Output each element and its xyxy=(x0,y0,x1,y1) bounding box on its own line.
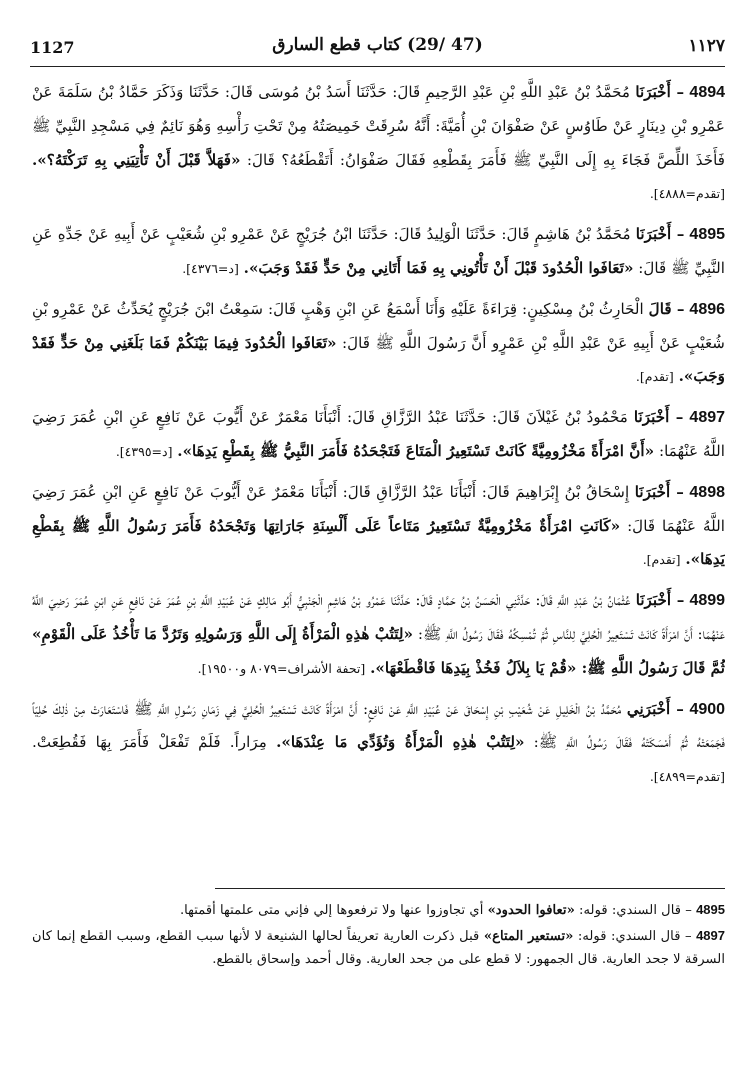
hadith-matn: «تَعَافَوا الْحُدُودَ قَبْلَ أَنْ تَأْتُونِي بِهِ فَمَا أَتَانِي مِنْ حَدٍّ فَقَدْ وَجَبَ». xyxy=(243,258,634,277)
hadith-number: 4900 xyxy=(689,700,725,718)
hadith-isnad: إِسْحَاقُ بْنُ إِبْرَاهِيمَ قَالَ: أَنْبَأَنَا عَبْدُ الرَّزَّاقِ قَالَ: أَنْبَأَنَا مَعْمَرٌ عَنْ أَيُّوبَ عَنْ نَافِعٍ عَنِ ابْنِ عُمَرَ رَضِيَ اللَّهُ عَنْهُمَا قَالَ: xyxy=(32,482,725,535)
hadith-4900 xyxy=(32,693,725,794)
hadith-matn: «أَنَّ امْرَأَةً مَخْزُومِيَّةً كَانَتْ تَسْتَعِيرُ الْمَتَاعَ فَتَجْحَدُهُ فَأَمَرَ النَّبِيُّ ﷺ بِقَطْعِ يَدِهَا». xyxy=(177,441,655,460)
footnote-rule xyxy=(215,888,725,889)
page-header xyxy=(30,34,725,60)
footnote-quote: «تستعير المتاع» xyxy=(483,929,574,944)
hadith-reference: [تقدم]. xyxy=(642,552,681,568)
hadith-4894 xyxy=(32,76,725,211)
hadith-isnad: الْحَارِثُ بْنُ مِسْكِينٍ: قِرَاءَةً عَلَيْهِ وَأَنَا أَسْمَعُ عَنِ ابْنِ وَهْبٍ قَالَ: سَمِعْتُ ابْنَ جُرَيْجٍ يُحَدِّثُ عَنْ عَمْرِو بْنِ شُعَيْبٍ عَنْ أَبِيهِ عَنْ عَبْدِ اللَّهِ بْنِ عَمْرٍو أَنَّ رَسُولَ اللَّهِ ﷺ قَالَ: xyxy=(32,299,725,352)
footnote-4897 xyxy=(32,924,725,971)
hadith-reference: [د=٤٣٩٥]. xyxy=(115,443,173,459)
hadith-matn: «لِتَتُبْ هٰذِهِ الْمَرْأَةُ وَتُؤَدِّي مَا عِنْدَهَا». xyxy=(276,733,525,752)
hadith-lead: – أَخْبَرَنَا xyxy=(634,482,684,501)
hadith-matn: «لِتَتُبْ هٰذِهِ الْمَرْأَةُ إِلَى اللَّهِ وَرَسُولِهِ وَتَرُدَّ مَا تَأْخُذُ عَلَى الْقَوْمِ» ثُمَّ قَالَ رَسُولُ اللَّهِ ﷺ: «قُمْ يَا بِلاَلُ فَخُذْ بِيَدِهَا فَاقْطَعْهَا». xyxy=(32,624,725,677)
hadith-matn: «كَانَتِ امْرَأَةٌ مَخْزُومِيَّةٌ تَسْتَعِيرُ مَتَاعاً عَلَى أَلْسِنَةِ جَارَاتِهَا وَتَجْحَدُهُ فَأَمَرَ رَسُولُ اللَّهِ ﷺ بِقَطْعِ يَدِهَا». xyxy=(32,516,725,569)
footnote-4895 xyxy=(32,898,725,922)
hadith-number: 4896 xyxy=(689,300,725,318)
hadith-number: 4894 xyxy=(689,84,725,101)
hadith-reference: [د=٤٣٧٦]. xyxy=(182,260,239,276)
hadith-lead: – قَالَ xyxy=(648,299,685,318)
hadith-number: 4899 xyxy=(689,592,725,610)
hadith-reference: [تقدم]. xyxy=(635,369,674,385)
hadith-isnad: مُحَمَّدُ بْنُ عَبْدِ اللَّهِ بْنِ عَبْدِ الرَّحِيمِ قَالَ: حَدَّثَنَا أَسَدُ بْنُ مُوسَى قَالَ: حَدَّثَنَا وَذَكَرَ حَمَّادُ بْنُ سَلَمَةَ عَنْ عَمْرِو بْنِ دِينَارٍ عَنْ طَاوُسٍ عَنْ صَفْوَانَ بْنِ أُمَيَّةَ: أَنَّهُ سُرِقَتْ خَمِيصَتُهُ مِنْ تَحْتِ رَأْسِهِ وَهُوَ نَائِمٌ فِي مَسْجِدِ النَّبِيِّ ﷺ فَأَخَذَ اللِّصَّ فَجَاءَ بِهِ إِلَى النَّبِيِّ ﷺ فَأَمَرَ بِقَطْعِهِ فَقَالَ صَفْوَانُ: أَتَقْطَعُهُ؟ قَالَ: xyxy=(32,83,725,169)
hadith-4895 xyxy=(32,218,725,286)
hadith-reference: [تقدم=٤٨٨٨]. xyxy=(649,186,725,202)
hadith-matn: «تَعَافَوا الْحُدُودَ فِيمَا بَيْنَكُمْ فَمَا بَلَغَنِي مِنْ حَدٍّ فَقَدْ وَجَبَ». xyxy=(32,333,725,386)
hadith-number: 4897 xyxy=(689,409,725,427)
page-number-latin: 1127 xyxy=(30,38,75,57)
hadith-4897 xyxy=(32,401,725,469)
page-number-arabic: ١١٢٧ xyxy=(688,36,725,56)
footnote-lead: – قال السندي: قوله: xyxy=(579,903,692,918)
hadith-lead: – أَخْبَرَنَا xyxy=(635,83,685,101)
footnotes xyxy=(32,898,725,973)
footnote-number: 4895 xyxy=(696,902,725,917)
footnote-quote: «تعافوا الحدود» xyxy=(487,903,575,918)
hadith-matn: «فَهَلاَّ قَبْلَ أَنْ تَأْتِيَنِي بِهِ تَرَكْتَهُ؟». xyxy=(32,150,241,169)
footnote-number: 4897 xyxy=(696,928,725,943)
running-title: (47 /29) كتاب قطع السارق xyxy=(272,35,483,55)
hadith-4898 xyxy=(32,476,725,577)
hadith-body xyxy=(32,76,725,866)
hadith-isnad: مَحْمُودُ بْنُ غَيْلاَنَ قَالَ: حَدَّثَنَا عَبْدُ الرَّزَّاقِ قَالَ: أَنْبَأَنَا مَعْمَرٌ عَنْ أَيُّوبَ عَنْ نَافِعٍ عَنِ ابْنِ عُمَرَ رَضِيَ اللَّهُ عَنْهُمَا: xyxy=(32,408,725,460)
hadith-4896 xyxy=(32,293,725,394)
hadith-reference: [تحفة الأشراف=٨٠٧٩ و١٩٥٠٠]. xyxy=(197,660,366,676)
hadith-isnad: مُحَمَّدُ بْنُ الْخَلِيلِ عَنْ شُعَيْبِ بْنِ إِسْحَاقَ عَنْ عُبَيْدِ اللَّهِ عَنْ نَافِعٍ: أَنَّ امْرَأَةً كَانَتْ تَسْتَعِيرُ الْحُلِيَّ فِي زَمَانِ رَسُولِ اللَّهِ ﷺ فَاسْتَعَارَتْ مِنْ ذٰلِكَ حُلِيّاً فَجَمَعَتْهُ ثُمَّ أَمْسَكَتْهُ فَقَالَ رَسُولُ اللَّهِ ﷺ: xyxy=(32,699,725,752)
hadith-number: 4895 xyxy=(689,226,725,244)
hadith-lead: – أَخْبَرَنَا xyxy=(635,225,685,244)
footnote-lead: – قال السندي: قوله: xyxy=(577,929,692,944)
hadith-reference: [تقدم=٤٨٩٩]. xyxy=(649,769,725,785)
hadith-lead: – أَخْبَرَنَا xyxy=(633,408,684,427)
hadith-lead: – أَخْبَرَنَا xyxy=(635,591,685,610)
hadith-isnad: عُثْمَانُ بْنُ عَبْدِ اللَّهِ قَالَ: حَدَّثَنِي الْحَسَنُ بْنُ حَمَّادٍ قَالَ: حَدَّثَنَا عَمْرُو بْنُ هَاشِمٍ الْجَنْبِيُّ أَبُو مَالِكٍ عَنْ عُبَيْدِ اللَّهِ بْنِ عُمَرَ عَنْ نَافِعٍ عَنِ ابْنِ عُمَرَ رَضِيَ اللَّهُ عَنْهُمَا: أَنَّ امْرَأَةً كَانَتْ تَسْتَعِيرُ الْحُلِيَّ لِلنَّاسِ ثُمَّ تُمْسِكُهُ فَقَالَ رَسُولُ اللَّهِ ﷺ: xyxy=(32,591,725,643)
hadith-lead: – أَخْبَرَنِي xyxy=(626,699,684,718)
hadith-continuation: مِرَاراً. فَلَمْ تَفْعَلْ فَأَمَرَ بِهَا فَقُطِعَتْ. xyxy=(32,733,267,752)
hadith-number: 4898 xyxy=(689,483,725,501)
hadith-4899 xyxy=(32,584,725,685)
hadith-isnad: مُحَمَّدُ بْنُ هَاشِمٍ قَالَ: حَدَّثَنَا الْوَلِيدُ قَالَ: حَدَّثَنَا ابْنُ جُرَيْجٍ عَنْ عَمْرِو بْنِ شُعَيْبٍ عَنْ أَبِيهِ عَنْ جَدِّهِ عَنِ النَّبِيِّ ﷺ قَالَ: xyxy=(32,225,725,277)
footnote-text: أي تجاوزوا عنها ولا ترفعوها إلي فإني متى علمتها أقمتها. xyxy=(179,903,484,918)
header-rule xyxy=(30,66,725,67)
footnote-text: قبل ذكرت العارية تعريفاً لحالها الشنيعة لا لأنها سبب القطع، وسبب القطع إنما كان السرقة لا جحد العارية. قال الجمهور: لا قطع على من جحد العارية. وقال أحمد وإسحاق بالقطع. xyxy=(32,929,725,967)
